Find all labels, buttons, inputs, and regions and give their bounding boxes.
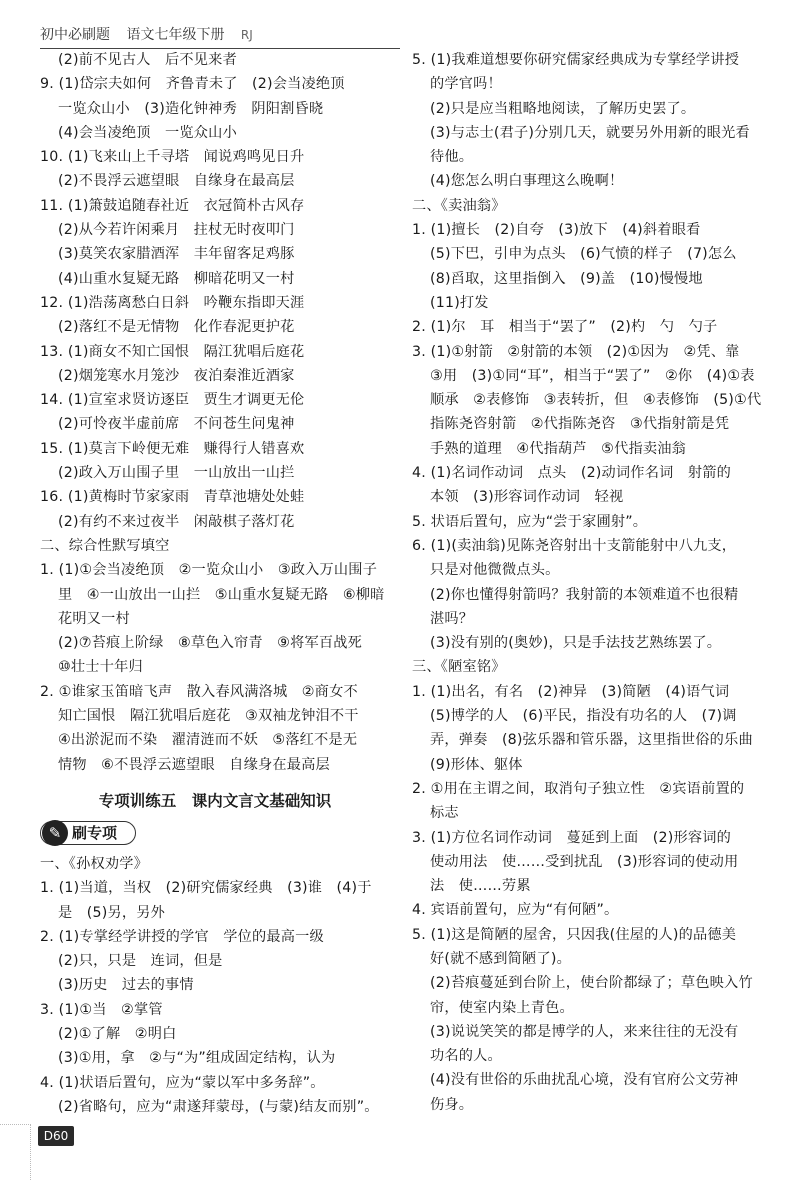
page-number: D60 [38,1126,74,1146]
answer-line: (2)只，只是 连词，但是 [58,953,223,970]
answer-line: 二、《卖油翁》 [412,197,506,214]
answer-line: (2)政入万山围子里 一山放出一山拦 [58,465,295,482]
answer-line: 5. 状语后置句，应为“尝于家圃射”。 [412,513,648,530]
answer-line: 9. (1)岱宗夫如何 齐鲁青未了 (2)会当凌绝顶 [40,76,345,93]
practice-badge [40,819,136,847]
answer-line: 一览众山小 (3)造化钟神秀 阴阳割昏晓 [58,100,324,117]
answer-line: 4. 宾语前置句，应为“有何陋”。 [412,902,619,919]
answer-line: (2)烟笼寒水月笼沙 夜泊秦淮近酒家 [58,367,295,384]
answer-line: 花明又一村 [58,610,130,627]
answer-line: (2)可怜夜半虚前席 不问苍生问鬼神 [58,416,295,433]
answer-line: (3)没有别的(奥妙)，只是手法技艺熟练罢了。 [430,635,722,652]
section-title: 专项训练五 课内文言文基础知识 [98,792,332,810]
answer-line: 16. (1)黄梅时节家家雨 青草池塘处处蛙 [40,489,305,506]
answer-line: 好(就不感到简陋了)。 [430,950,571,967]
answer-line: (2)落红不是无情物 化作春泥更护花 [58,319,295,336]
answer-line: (5)博学的人 (6)平民，指没有功名的人 (7)调 [430,708,737,725]
answer-line: 二、综合性默写填空 [40,537,170,554]
answer-line: 标志 [430,805,459,822]
answer-line: 2. (1)尔 耳 相当于“罢了” (2)杓 勺 勺子 [412,319,718,336]
answer-line: 12. (1)浩荡离愁白日斜 吟鞭东指即天涯 [40,294,305,311]
answer-line: 1. (1)当道，当权 (2)研究儒家经典 (3)谁 (4)于 [40,880,372,897]
answer-line: 伤身。 [430,1096,474,1113]
answer-line: (2)省略句，应为“肃遂拜蒙母，(与蒙)结友而别”。 [58,1098,379,1115]
answer-line: ④出淤泥而不染 濯清涟而不妖 ⑤落红不是无 [58,732,358,749]
answer-line: (2)①了解 ②明白 [58,1026,177,1043]
answer-line: (2)苔痕蔓延到台阶上，使台阶都绿了；草色映入竹 [430,975,753,992]
answer-line: (2)从今若许闲乘月 拄杖无时夜叩门 [58,222,295,239]
answer-line: ⑩壮士十年归 [58,659,143,676]
answer-line: (3)与志士(君子)分别几天，就要另外用新的眼光看 [430,124,750,141]
answer-line: 指陈尧咨射箭 ②代指陈尧咨 ③代指射箭是凭 [430,416,730,433]
answer-line: 1. (1)擅长 (2)自夸 (3)放下 (4)斜着眼看 [412,222,701,239]
answer-line: (3)①用，拿 ②与“为”组成固定结构，认为 [58,1050,336,1067]
answer-line: 1. (1)①会当凌绝顶 ②一览众山小 ③政入万山围子 [40,562,378,579]
answer-line: (2)不畏浮云遮望眼 自缘身在最高层 [58,173,295,190]
answer-line: 手熟的道理 ④代指葫芦 ⑤代指卖油翁 [430,440,687,457]
left-column-bottom [40,852,390,1119]
answer-line: 功名的人。 [430,1048,502,1065]
answer-line: (2)有约不来过夜半 闲敲棋子落灯花 [58,513,295,530]
answer-line: 弄，弹奏 (8)弦乐器和管乐器，这里指世俗的乐曲 [430,732,753,749]
answer-line: (4)您怎么明白事理这么晚啊！ [430,173,624,190]
answer-line: (2)⑦苔痕上阶绿 ⑧草色入帘青 ⑨将军百战死 [58,635,363,652]
answer-line: (2)前不见古人 后不见来者 [58,52,237,68]
answer-line: 待他。 [430,149,474,166]
answer-line: (3)说说笑笑的都是博学的人，来来往往的无没有 [430,1023,739,1040]
answer-line: 11. (1)箫鼓追随春社近 衣冠简朴古风存 [40,197,305,214]
answer-line: 13. (1)商女不知亡国恨 隔江犹唱后庭花 [40,343,305,360]
answer-line: 知亡国恨 隔江犹唱后庭花 ③双袖龙钟泪不干 [58,708,359,725]
answer-line: 3. (1)①当 ②掌管 [40,1001,163,1018]
answer-line: 法 使……劳累 [430,878,531,895]
answer-line: 3. (1)①射箭 ②射箭的本领 (2)①因为 ②凭、靠 [412,343,740,360]
answer-line: 本领 (3)形容词作动词 轻视 [430,489,624,506]
badge-label: 刷专项 [72,824,118,842]
edition-tag: RJ [240,28,253,42]
answer-line: 2. (1)专掌经学讲授的学官 学位的最高一级 [40,928,324,945]
right-column [412,48,780,1117]
answer-line: 的学官吗！ [430,76,502,93]
answer-line: 5. (1)我难道想要你研究儒家经典成为专掌经学讲授 [412,52,740,68]
left-column-top [40,48,390,777]
answer-line: 15. (1)莫言下岭便无难 赚得行人错喜欢 [40,440,305,457]
answer-line: 2. ①用在主谓之间，取消句子独立性 ②宾语前置的 [412,780,745,797]
answer-line: 10. (1)飞来山上千寻塔 闻说鸡鸣见日升 [40,149,305,166]
answer-line: ③用 (3)①同“耳”，相当于“罢了” ②你 (4)①表 [430,367,755,384]
answer-line: 4. (1)状语后置句，应为“蒙以军中多务辞”。 [40,1074,325,1091]
answer-line: 顺承 ②表修饰 ③表转折，但 ④表修饰 (5)①代 [430,392,762,409]
answer-line: 1. (1)出名，有名 (2)神异 (3)简陋 (4)语气词 [412,683,730,700]
answer-line: 是 (5)另，另外 [58,904,166,921]
answer-line: 一、《孙权劝学》 [40,856,149,872]
answer-line: (4)没有世俗的乐曲扰乱心境，没有官府公文劳神 [430,1072,739,1089]
answer-line: (8)舀取，这里指倒入 (9)盖 (10)慢慢地 [430,270,703,287]
answer-line: 湛吗？ [430,610,474,627]
answer-line: (5)下巴，引申为点头 (6)气愤的样子 (7)怎么 [430,246,737,263]
answer-line: 14. (1)宣室求贤访逐臣 贾生才调更无伦 [40,392,305,409]
corner-decoration [0,1124,31,1180]
answer-line: 6. (1)(卖油翁)见陈尧咨射出十支箭能射中八九支， [412,537,737,554]
answer-line: 里 ④一山放出一山拦 ⑤山重水复疑无路 ⑥柳暗 [58,586,385,603]
answer-line: (3)历史 过去的事情 [58,977,194,994]
answer-line: 2. ①谁家玉笛暗飞声 散入春风满洛城 ②商女不 [40,683,358,700]
answer-line: 只是对他微微点头。 [430,562,560,579]
answer-line: (2)你也懂得射箭吗？我射箭的本领难道不也很精 [430,586,739,603]
book-series: 初中必刷题 [40,27,110,43]
answer-line: 帘，使室内染上青色。 [430,999,574,1016]
answer-line: 4. (1)名词作动词 点头 (2)动词作名词 射箭的 [412,465,732,482]
answer-line: (3)莫笑农家腊酒浑 丰年留客足鸡豚 [58,246,295,263]
answer-line: 使动用法 使……受到扰乱 (3)形容词的使动用 [430,853,739,870]
answer-line: (4)山重水复疑无路 柳暗花明又一村 [58,270,295,287]
answer-line: 5. (1)这是简陋的屋舍，只因我(住屋的人)的品德美 [412,926,737,943]
pencil-icon: ✎ [42,820,68,846]
answer-line: 3. (1)方位名词作动词 蔓延到上面 (2)形容词的 [412,829,732,846]
answer-line: (9)形体、躯体 [430,756,523,773]
answer-line: 三、《陋室铭》 [412,659,506,676]
book-title: 语文七年级下册 [126,27,225,43]
answer-line: (11)打发 [430,294,489,311]
answer-line: (2)只是应当粗略地阅读，了解历史罢了。 [430,100,696,117]
answer-line: (4)会当凌绝顶 一览众山小 [58,124,237,141]
answer-line: 情物 ⑥不畏浮云遮望眼 自缘身在最高层 [58,756,330,773]
page-header [40,22,400,49]
